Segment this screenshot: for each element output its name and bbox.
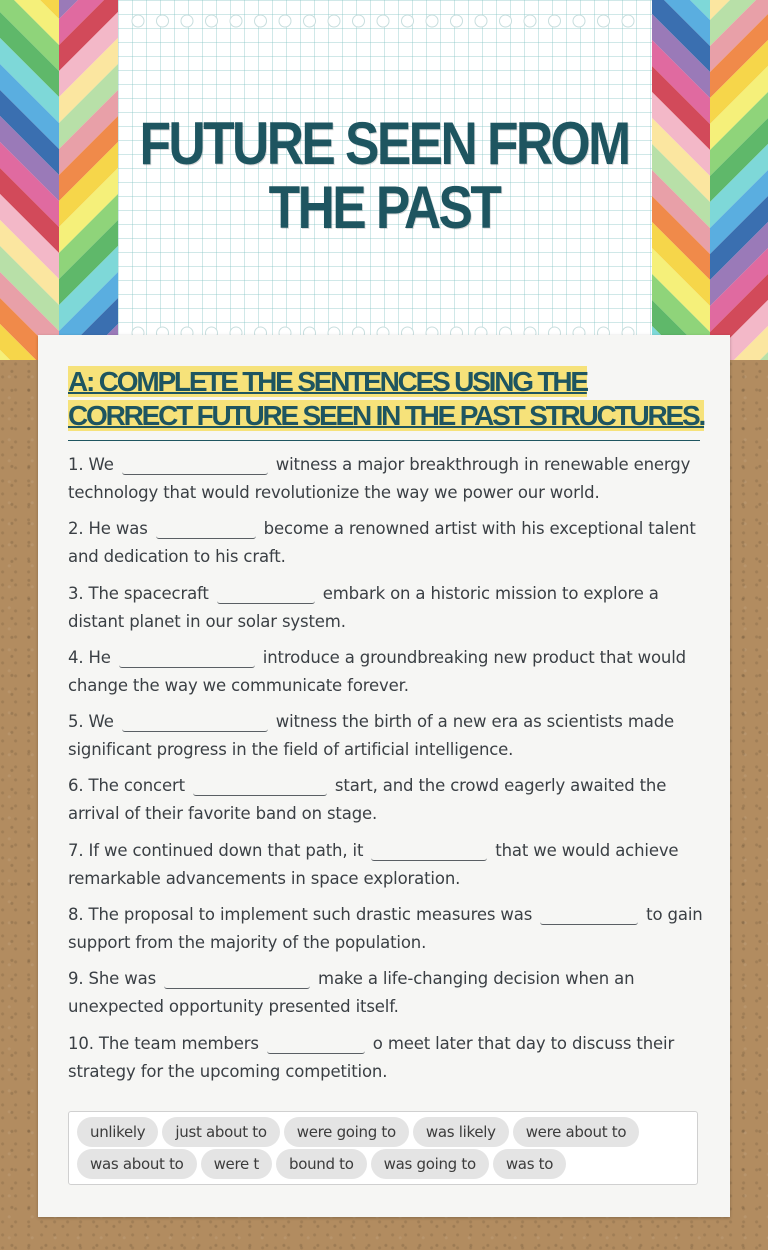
question-text-before: 5. We (68, 712, 114, 732)
question-text-after: to gain support from the majority of the population. (68, 905, 703, 953)
word-bank-chip[interactable]: was to (493, 1149, 566, 1179)
question-item (68, 644, 704, 708)
question-text-before: 1. We (68, 455, 114, 474)
answer-blank[interactable] (164, 970, 310, 989)
answer-blank[interactable] (119, 649, 255, 668)
answer-blank[interactable] (267, 1035, 365, 1054)
answer-blank[interactable] (193, 777, 327, 796)
question-text-before: 7. If we continued down that path, it (68, 840, 364, 860)
header-banner (0, 0, 768, 360)
answer-blank[interactable] (371, 842, 487, 861)
answer-blank[interactable] (156, 520, 256, 539)
question-text-before: 6. The concert (68, 776, 185, 796)
question-text-before: 2. He was (68, 519, 148, 539)
question-text-after: witness the birth of a new era as scientists made significant progress in the field of artificial intelligence. (68, 712, 675, 760)
word-bank-chip[interactable]: were t (201, 1149, 272, 1179)
question-text-before: 9. She was (68, 969, 157, 989)
question-text-after: start, and the crowd eagerly awaited the arrival of their favorite band on stage. (68, 776, 667, 824)
question-list (68, 451, 704, 1094)
section-heading-text: A: COMPLETE THE SENTENCES USING THE CORRECT FUTURE SEEN IN THE PAST STRUCTURES. (68, 366, 705, 431)
question-text-before: 4. He (68, 647, 111, 667)
question-item (68, 901, 704, 965)
question-text-after: that we would achieve remarkable advancements in space exploration. (68, 840, 679, 888)
word-bank-chip[interactable]: were about to (513, 1117, 640, 1147)
question-text-after: introduce a groundbreaking new product that would change the way we communicate forever. (68, 647, 686, 695)
question-text-after: become a renowned artist with his exceptional talent and dedication to his craft. (68, 519, 696, 567)
question-text-after: o meet later that day to discuss their strategy for the upcoming competition. (68, 1033, 675, 1081)
question-item (68, 772, 704, 836)
question-item (68, 580, 704, 644)
question-item (68, 451, 704, 515)
page-title: FUTURE SEEN FROM THE PAST (139, 110, 629, 241)
question-item (68, 515, 704, 579)
question-text-after: witness a major breakthrough in renewable energy technology that would revolutionize the way we power our world. (68, 455, 691, 502)
question-text-after: embark on a historic mission to explore a distant planet in our solar system. (68, 583, 659, 631)
section-heading (68, 365, 708, 433)
question-text-before: 3. The spacecraft (68, 583, 209, 603)
heading-divider (68, 440, 700, 441)
word-bank-chip[interactable]: bound to (276, 1149, 367, 1179)
word-bank-chip[interactable]: unlikely (77, 1117, 158, 1147)
binder-holes-top (130, 14, 645, 28)
answer-blank[interactable] (217, 585, 315, 604)
word-bank-chip[interactable]: just about to (162, 1117, 279, 1147)
word-bank-chip[interactable]: were going to (284, 1117, 409, 1147)
question-item (68, 1030, 704, 1094)
worksheet-card (38, 335, 730, 1217)
question-item (68, 837, 704, 901)
answer-blank[interactable] (122, 456, 268, 475)
chevron-pattern-right (652, 0, 768, 360)
word-bank-chip[interactable]: was going to (371, 1149, 489, 1179)
question-text-before: 8. The proposal to implement such drastic measures was (68, 905, 533, 925)
answer-blank[interactable] (122, 713, 268, 732)
question-item (68, 708, 704, 772)
question-item (68, 965, 704, 1029)
question-text-before: 10. The team members (68, 1033, 259, 1053)
question-text-after: make a life-changing decision when an unexpected opportunity presented itself. (68, 969, 635, 1017)
word-bank-chip[interactable]: was likely (413, 1117, 509, 1147)
word-bank-chip[interactable]: was about to (77, 1149, 197, 1179)
answer-blank[interactable] (540, 906, 638, 925)
word-bank (68, 1111, 698, 1185)
chevron-pattern-left (0, 0, 118, 360)
